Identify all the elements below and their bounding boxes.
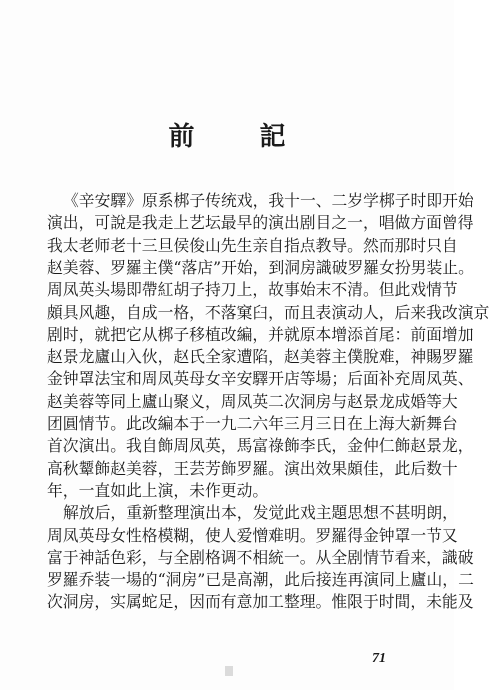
text-line: 年，一直如此上演，未作更动。 [47, 480, 269, 500]
text-line: 赵景龙廬山入伙，赵氏全家遭陷，赵美蓉主僕脫难，神賜罗羅 [47, 347, 474, 367]
text-line: 《辛安驛》原系梆子传统戏，我十一、二岁学梆子时即开始 [63, 191, 474, 210]
scan-mark [225, 666, 233, 676]
text-line: 罗羅乔装一場的“洞房”已是高潮，此后接连再演同上廬山，二 [47, 570, 474, 590]
text-line: 次洞房，实属蛇足，因而有意加工整理。惟限于时間，未能及 [47, 592, 474, 612]
text-line: 剧时，就把它从梆子移植改編，并就原本增添首尾：前面增加 [47, 324, 474, 344]
text-line: 周凤英母女性格模糊，使人爱憎难明。罗羅得金钟罩一节又 [47, 525, 458, 545]
text-line: 演出，可說是我走上艺坛最早的演出剧目之一，唱做方面曾得 [47, 213, 474, 233]
text-line: 高秋颦飾赵美蓉，王芸芳飾罗羅。演出效果頗佳，此后数十 [47, 458, 458, 478]
text-line: 周凤英头場即帶紅胡子持刀上，故事始末不清。但此戏情节 [47, 280, 458, 300]
text-line: 首次演出。我自飾周凤英，馬富祿飾李氏，金仲仁飾赵景龙， [47, 436, 474, 456]
text-line: 赵美蓉、罗羅主僕“落店”开始，到洞房識破罗羅女扮男装止。 [47, 257, 474, 277]
text-line: 我太老师老十三旦侯俊山先生亲自指点教导。然而那时只自 [47, 235, 458, 255]
text-line: 頗具风趣，自成一格，不落窠臼，而且表演动人，后来我改演京 [47, 302, 489, 322]
text-line: 富于神話色彩，与全剧格调不相統一。从全剧情节看来，識破 [47, 547, 474, 567]
text-line: 团圓情节。此改編本于一九二六年三月三日在上海大新舞台 [47, 414, 458, 433]
text-line: 解放后，重新整理演出本，发觉此戏主題思想不甚明朗， [63, 503, 458, 523]
page-title: 前 記 [168, 122, 314, 152]
page-number: 71 [372, 651, 386, 666]
text-line: 金钟罩法宝和周凤英母女辛安驛开店等場；后面补充周凤英、 [47, 369, 474, 389]
text-line: 赵美蓉等同上廬山聚义，周凤英二次洞房与赵景龙成婚等大 [47, 391, 458, 411]
